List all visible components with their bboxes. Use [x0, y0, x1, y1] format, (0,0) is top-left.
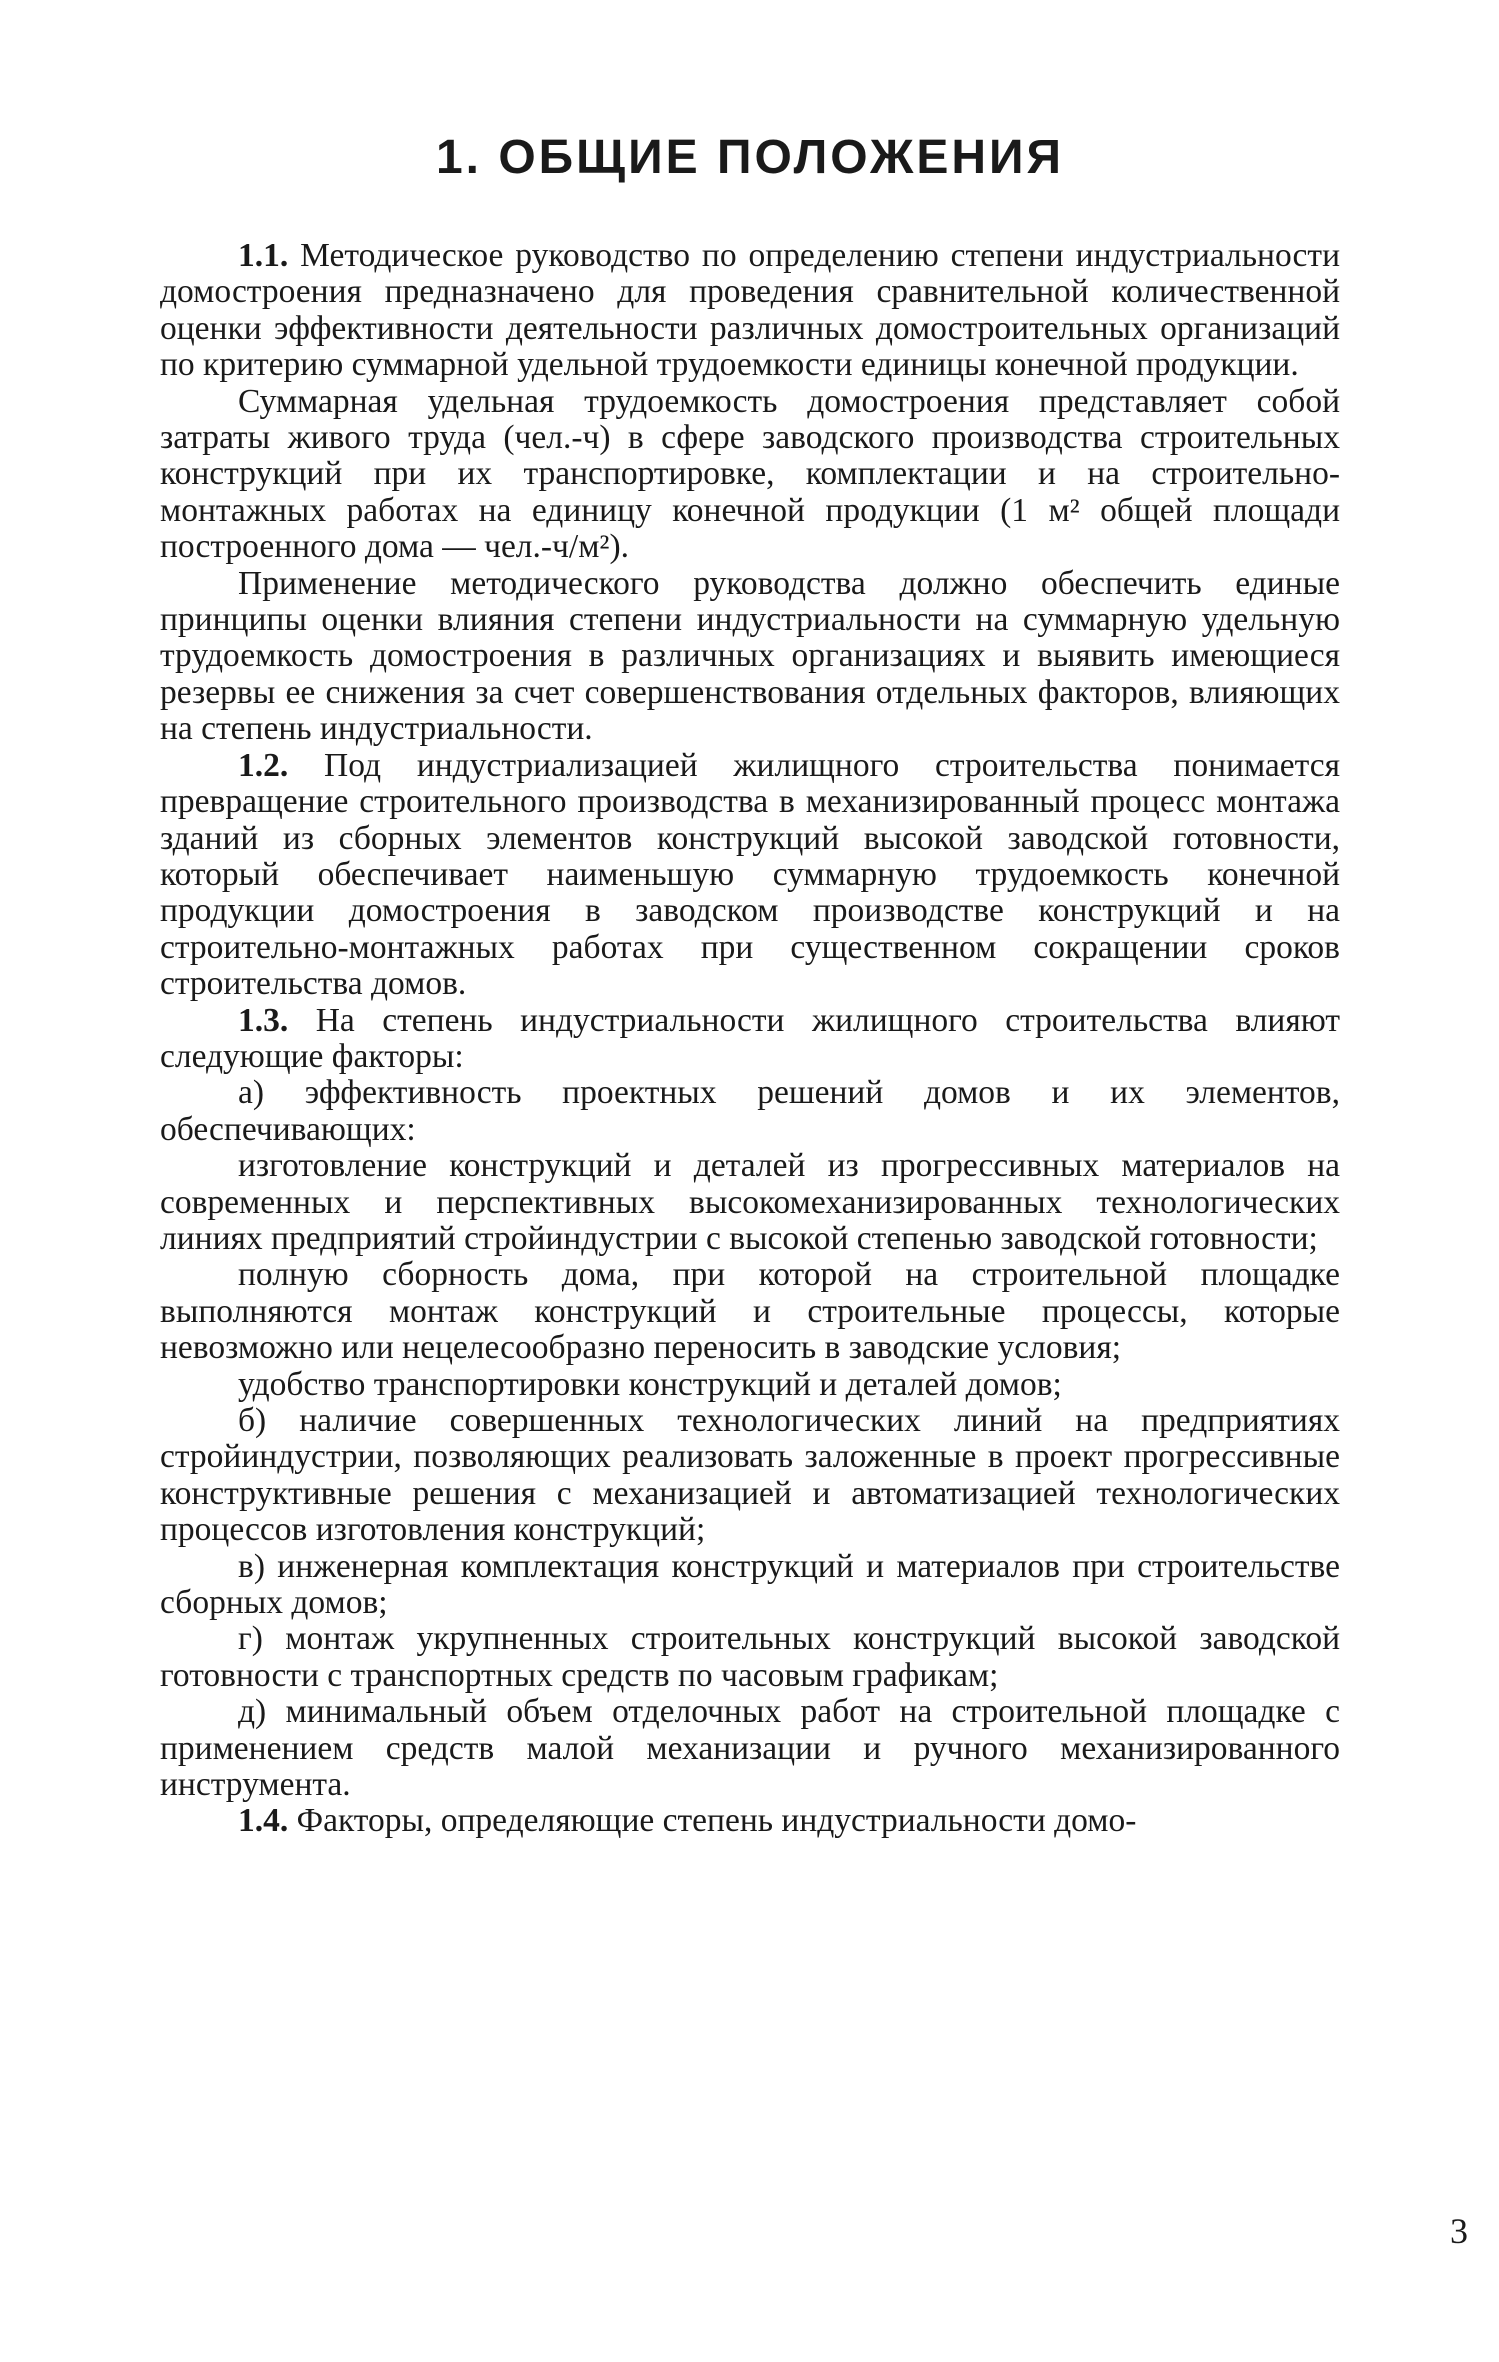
paragraph-text: изготовление конструкций и деталей из прогрессивных материалов на современных и перспективных высокомеханизированных технологических линиях предприятий стройиндустрии с высокой степенью заводской готовности;	[160, 1147, 1340, 1257]
paragraph-text: полную сборность дома, при которой на строительной площадке выполняются монтаж конструкций и строительные процессы, которые невозможно или нецелесообразно переносить в заводские условия;	[160, 1256, 1340, 1367]
paragraph-text: Под индустриализацией жилищного строительства понимается превращение строительного производства в механизированный процесс монтажа зданий из сборных элементов конструкций высокой заводской готовности, который обеспечивает наименьшую суммарную трудоемкость конечной продукции домостроения в заводском производстве конструкций и на строительно-монтажных работах при существенном сокращении сроков строительства домов.	[160, 746, 1340, 1003]
paragraph-text: Методическое руководство по определению степени индустриальности домостроения предназначено для проведения сравнительной количественной оценки эффективности деятельности различных домостроительных организаций по критерию суммарной удельной трудоемкости единицы конечной продукции.	[160, 237, 1340, 384]
list-subitem	[160, 1367, 1340, 1403]
clause-number: 1.4.	[238, 1802, 289, 1840]
paragraph-text: а) эффективность проектных решений домов и их элементов, обеспечивающих:	[160, 1074, 1340, 1148]
paragraph-text: Суммарная удельная трудоемкость домостроения представляет собой затраты живого труда (чел.-ч) в сфере заводского производства строительных конструкций при их транспортировке, комплектации и на строительно-монтажных работах на единицу конечной продукции (1 м² общей площади построенного дома — чел.-ч/м²).	[160, 382, 1340, 566]
paragraph-1-2	[160, 748, 1340, 1003]
document-body	[160, 238, 1340, 1840]
section-title: 1. ОБЩИЕ ПОЛОЖЕНИЯ	[435, 131, 1065, 184]
list-item-d	[160, 1694, 1340, 1803]
list-item-b	[160, 1403, 1340, 1549]
clause-number: 1.2.	[238, 746, 289, 784]
clause-number: 1.1.	[238, 237, 289, 274]
paragraph-application	[160, 566, 1340, 748]
list-subitem	[160, 1257, 1340, 1366]
paragraph-text: г) монтаж укрупненных строительных конструкций высокой заводской готовности с транспортных средств по часовым графикам;	[160, 1620, 1340, 1694]
list-item-g	[160, 1621, 1340, 1694]
list-item-v	[160, 1549, 1340, 1622]
list-subitem	[160, 1148, 1340, 1257]
paragraph-1-3	[160, 1003, 1340, 1076]
paragraph-text: б) наличие совершенных технологических линий на предприятиях стройиндустрии, позволяющих реализовать заложенные в проект прогрессивные конструктивные решения с механизацией и автоматизацией технологических процессов изготовления конструкций;	[160, 1402, 1340, 1549]
page-number: 3	[1450, 2211, 1468, 2251]
paragraph-text: На степень индустриальности жилищного строительства влияют следующие факторы:	[160, 1001, 1340, 1075]
paragraph-text: удобство транспортировки конструкций и деталей домов;	[238, 1365, 1062, 1403]
paragraph-1-1	[160, 238, 1340, 384]
list-item-a	[160, 1075, 1340, 1148]
paragraph-text: Факторы, определяющие степень индустриальности домо-	[288, 1802, 1137, 1840]
paragraph-definition	[160, 384, 1340, 566]
paragraph-text: в) инженерная комплектация конструкций и материалов при строительстве сборных домов;	[160, 1547, 1340, 1622]
paragraph-1-4	[160, 1803, 1340, 1839]
paragraph-text: д) минимальный объем отделочных работ на строительной площадке с применением средств малой механизации и ручного механизированного инструмента.	[160, 1693, 1340, 1804]
clause-number: 1.3.	[238, 1001, 289, 1039]
paragraph-text: Применение методического руководства должно обеспечить единые принципы оценки влияния степени индустриальности на суммарную удельную трудоемкость домостроения в различных организациях и выявить имеющиеся резервы ее снижения за счет совершенствования отдельных факторов, влияющих на степень индустриальности.	[160, 564, 1340, 748]
